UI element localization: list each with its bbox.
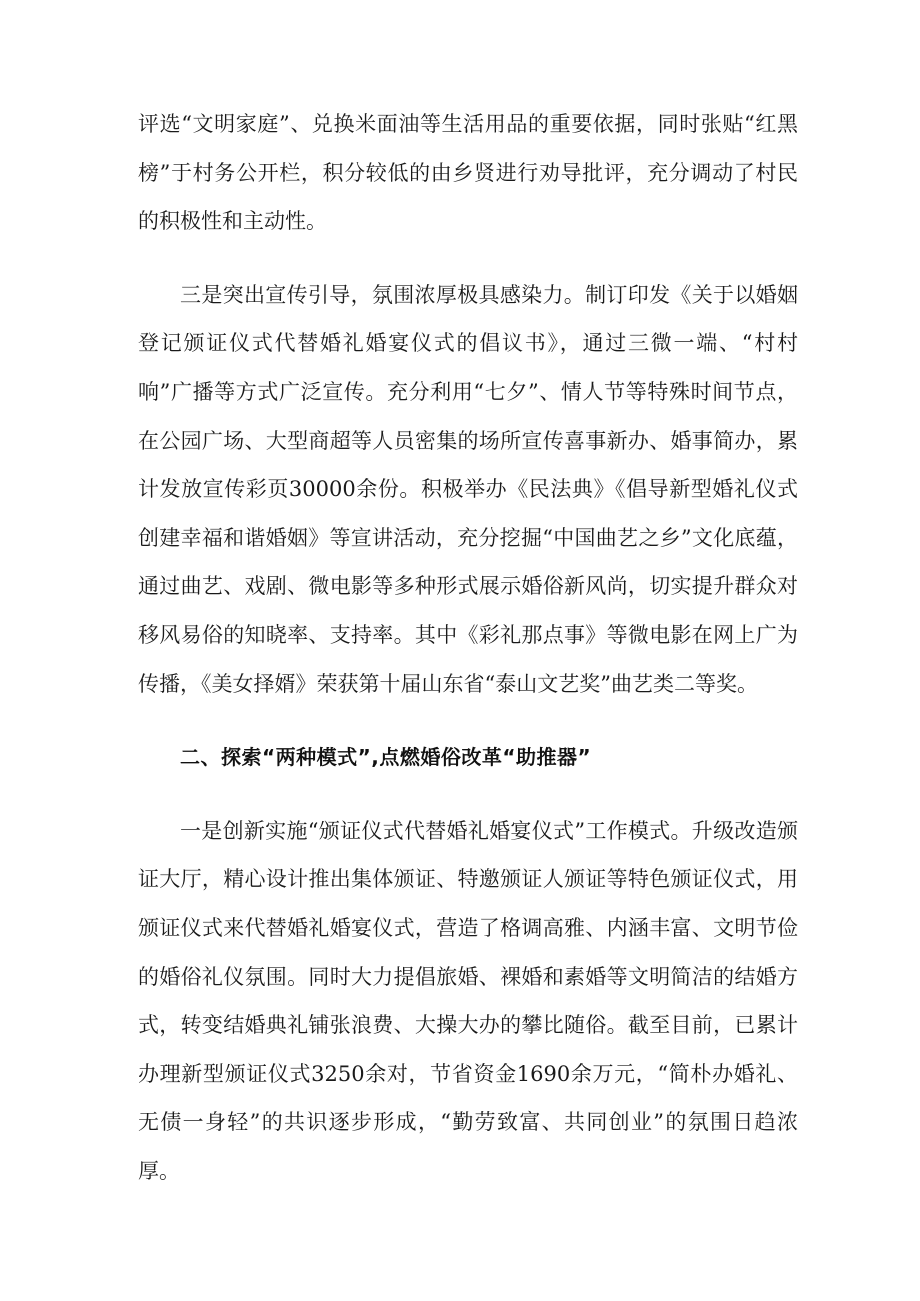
paragraph-gap: [138, 246, 798, 271]
paragraph-gap: [138, 708, 798, 733]
paragraph-publicity: 三是突出宣传引导，氛围浓厚极具感染力。制订印发《关于以婚姻登记颁证仪式代替婚礼婚宴仪式的倡议书》，通过三微一端、“村村响”广播等方式广泛宣传。充分利用“七夕”、情人节等特殊时间节点，在公园广场、大型商超等人员密集的场所宣传喜事新办、婚事简办，累计发放宣传彩页30000余份。积极举办《民法典》《倡导新型婚礼仪式创建幸福和谐婚姻》等宣讲活动，充分挖掘“中国曲艺之乡”文化底蕴，通过曲艺、戏剧、微电影等多种形式展示婚俗新风尚，切实提升群众对移风易俗的知晓率、支持率。其中《彩礼那点事》等微电影在网上广为传播，《美女择婿》荣获第十届山东省“泰山文艺奖”曲艺类二等奖。: [138, 282, 798, 696]
section-heading: 二、探索“两种模式”,点燃婚俗改革“助推器”: [180, 745, 592, 770]
paragraph-gap: [138, 782, 798, 807]
document-body: [138, 100, 798, 1195]
paragraph-ceremony-model: 一是创新实施“颁证仪式代替婚礼婚宴仪式”工作模式。升级改造颁证大厅，精心设计推出集体颁证、特邀颁证人颁证等特色颁证仪式，用颁证仪式来代替婚礼婚宴仪式，营造了格调高雅、内涵丰富、文明节俭的婚俗礼仪氛围。同时大力提倡旅婚、裸婚和素婚等文明简洁的结婚方式，转变结婚典礼铺张浪费、大操大办的攀比随俗。截至目前，已累计办理新型颁证仪式3250余对，节省资金1690余万元，“简朴办婚礼、无债一身轻”的共识逐步形成，“勤劳致富、共同创业”的氛围日趋浓厚。: [138, 818, 798, 1183]
paragraph-continuation: 评选“文明家庭”、兑换米面油等生活用品的重要依据，同时张贴“红黑榜”于村务公开栏，积分较低的由乡贤进行劝导批评，充分调动了村民的积极性和主动性。: [138, 112, 798, 234]
